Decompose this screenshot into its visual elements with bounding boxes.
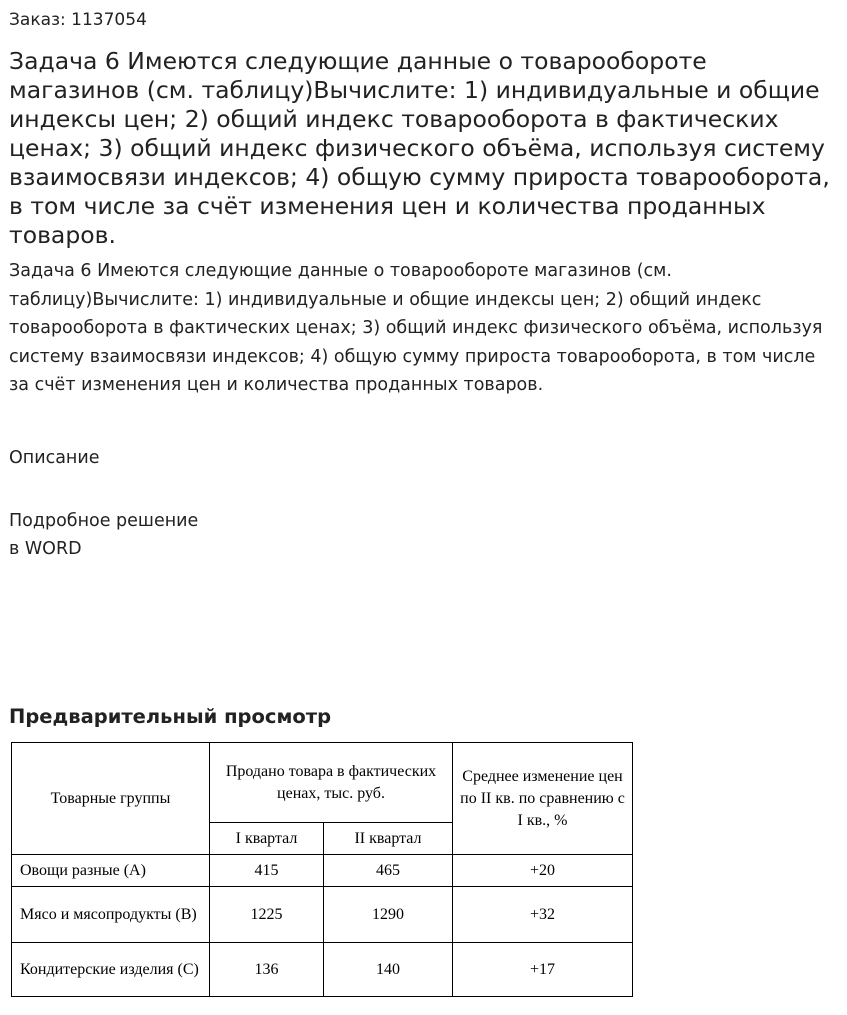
cell-q1: 136: [210, 943, 324, 997]
cell-q2: 140: [324, 943, 453, 997]
cell-change: +20: [453, 855, 633, 887]
order-number: Заказ: 1137054: [9, 10, 147, 30]
preview-table: [11, 742, 633, 997]
cell-group: Мясо и мясопродукты (В): [12, 887, 210, 943]
task-title: Задача 6 Имеются следующие данные о товарообороте магазинов (см. таблицу)Вычислите: 1) индивидуальные и общие индексы цен; 2) общий индекс товарооборота в фактических ценах; 3) общий индекс физического объёма, используя систему взаимосвязи индексов; 4) общую сумму прироста товарооборота, в том числе за счёт изменения цен и количества проданных товаров.: [9, 47, 830, 249]
cell-change: +32: [453, 887, 633, 943]
table-row: [12, 943, 633, 997]
table-row: [12, 855, 633, 887]
header-sold-goods: Продано товара в фактических ценах, тыс. руб.: [210, 743, 453, 823]
description-line-1: Подробное решение: [9, 511, 199, 531]
table-header-row: [12, 743, 633, 823]
header-quarter-2: II квартал: [324, 823, 453, 855]
cell-group: Овощи разные (А): [12, 855, 210, 887]
cell-q2: 465: [324, 855, 453, 887]
cell-group: Кондитерские изделия (С): [12, 943, 210, 997]
table-row: [12, 887, 633, 943]
task-description: Задача 6 Имеются следующие данные о товарообороте магазинов (см. таблицу)Вычислите: 1) индивидуальные и общие индексы цен; 2) общий индекс товарооборота в фактических ценах; 3) общий индекс физического объёма, используя систему взаимосвязи индексов; 4) общую сумму прироста товарооборота, в том числе за счёт изменения цен и количества проданных товаров.: [9, 261, 823, 395]
header-price-change: Среднее изменение цен по II кв. по сравнению с I кв., %: [453, 743, 633, 855]
header-quarter-1: I квартал: [210, 823, 324, 855]
description-text: [9, 507, 309, 563]
cell-change: +17: [453, 943, 633, 997]
cell-q1: 1225: [210, 887, 324, 943]
cell-q2: 1290: [324, 887, 453, 943]
preview-heading: Предварительный просмотр: [9, 705, 332, 728]
description-label: Описание: [9, 448, 100, 468]
header-product-groups: Товарные группы: [12, 743, 210, 855]
cell-q1: 415: [210, 855, 324, 887]
description-line-2: в WORD: [9, 539, 82, 559]
